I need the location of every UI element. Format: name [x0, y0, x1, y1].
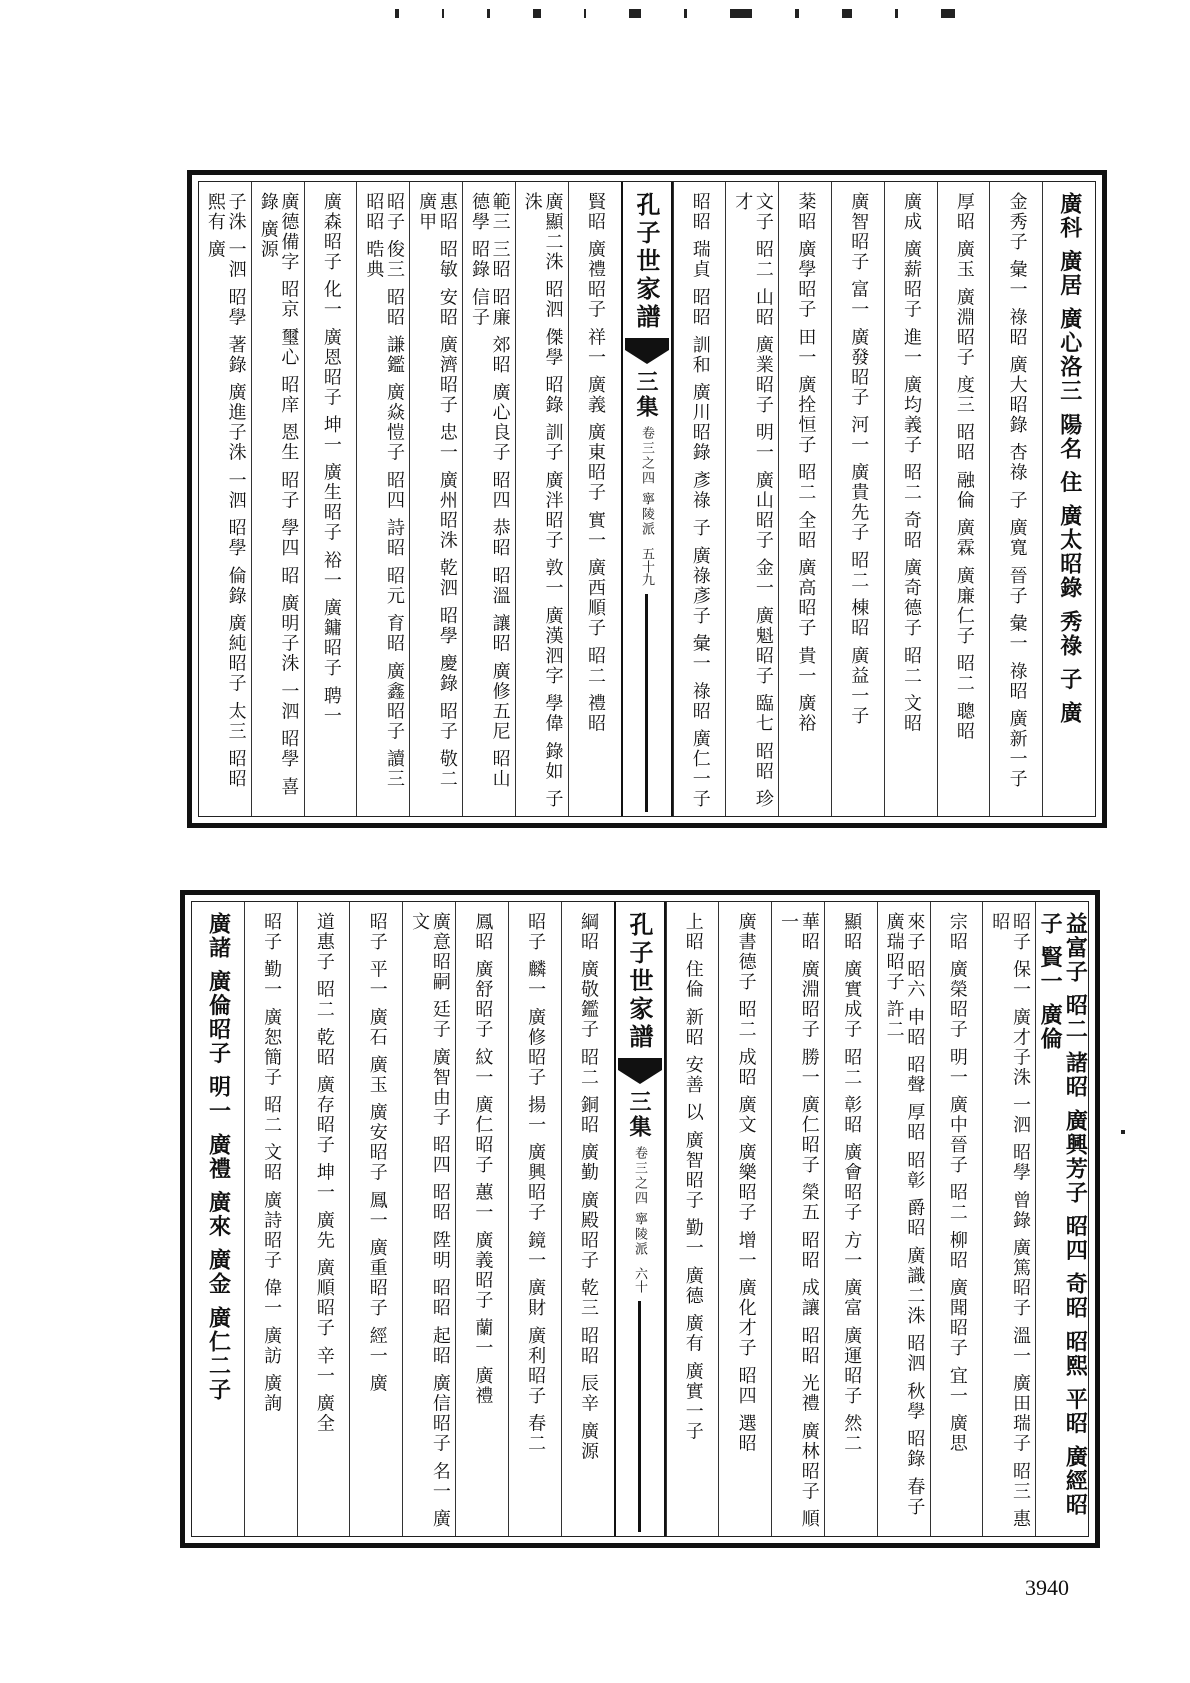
header-mark — [730, 9, 752, 18]
genealogy-column — [349, 902, 402, 1536]
genealogy-column — [982, 902, 1035, 1536]
page-number: 3940 — [1025, 1575, 1069, 1600]
genealogy-entry-text: 賢昭 廣禮昭子 祥一 廣義 廣東昭子 實一 廣西順子 昭二 禮昭 — [584, 192, 606, 734]
folio-number: 五十九 — [639, 547, 654, 587]
genealogy-entry-text: 文子 昭二 山昭 廣業昭子 明一 廣山昭子 金一 廣魁昭子 臨七 昭昭 珍才 — [732, 192, 774, 810]
header-mark — [842, 9, 852, 18]
genealogy-entry-text: 廣意昭嗣 廷子 廣智由子 昭四 昭昭 陞明 昭昭 起昭 廣信昭子 名一 廣文 — [409, 912, 451, 1530]
genealogy-column — [877, 902, 930, 1536]
header-mark — [941, 9, 955, 18]
collection-label: 三集 — [626, 1090, 652, 1140]
genealogy-column — [304, 182, 357, 816]
genealogy-entry-text: 廣科 廣居 廣心洛三 陽名 住 廣太昭錄 秀祿 子 廣 — [1056, 192, 1083, 726]
genealogy-entry-text: 廣諸 廣倫昭子 明一 廣禮 廣來 廣金 廣仁二子 — [205, 912, 232, 1402]
genealogy-column — [778, 182, 831, 816]
bottom-page — [180, 890, 1100, 1548]
genealogy-column — [666, 902, 719, 1536]
genealogy-entry-text: 昭昭 瑞貞 昭昭 訓和 廣川昭錄 彥祿 子 廣祿彥子 彙一 祿昭 廣仁一子 — [689, 192, 711, 810]
folio-number: 六十 — [632, 1267, 647, 1294]
genealogy-column — [199, 182, 251, 816]
genealogy-column — [937, 182, 990, 816]
genealogy-column — [673, 182, 726, 816]
genealogy-column — [244, 902, 297, 1536]
genealogy-entry-text: 廣德備字 昭京 璽心 昭庠 恩生 昭子 學四 昭 廣明子洙 一泗 昭學 喜錄 廣源 — [257, 192, 300, 797]
volume-label: 卷三之四 寧陵派 — [639, 426, 654, 538]
genealogy-column — [462, 182, 515, 816]
genealogy-column — [568, 182, 621, 816]
header-mark — [584, 9, 586, 18]
collection-label: 三集 — [633, 370, 659, 420]
genealogy-column — [561, 902, 614, 1536]
genealogy-entry-text: 宗昭 廣榮昭子 明一 廣中晉子 昭二 柳昭 廣聞昭子 宜一 廣思 — [946, 912, 968, 1454]
genealogy-entry-text: 廣智昭子 富一 廣發昭子 河一 廣貴先子 昭二 棟昭 廣益一子 — [848, 192, 870, 727]
header-mark — [487, 9, 490, 18]
genealogy-entry-text: 昭子 勤一 廣恕簡子 昭二 文昭 廣詩昭子 偉一 廣訪 廣詢 — [261, 912, 283, 1414]
genealogy-entry-text: 益富子 昭二 諸昭 廣興芳子 昭四 奇昭 昭熙 平昭 廣經昭子 賢一 廣倫 — [1037, 912, 1088, 1518]
genealogy-column — [884, 182, 937, 816]
genealogy-column — [831, 182, 884, 816]
center-rule — [638, 1301, 641, 1532]
fish-tail-ornament-icon — [618, 1058, 662, 1084]
genealogy-column — [251, 182, 304, 816]
genealogy-entry-text: 廣森昭子 化一 廣恩昭子 坤一 廣生昭子 裕一 廣鏞昭子 聘一 — [320, 192, 342, 727]
genealogy-column — [297, 902, 350, 1536]
center-rule — [645, 594, 648, 812]
genealogy-column — [515, 182, 568, 816]
genealogy-entry-text: 華昭 廣淵昭子 勝一 廣仁昭子 榮五 昭昭 成讓 昭昭 光禮 廣林昭子 順一 — [778, 912, 820, 1530]
header-mark — [895, 9, 898, 18]
genealogy-column — [402, 902, 455, 1536]
header-mark — [795, 9, 799, 18]
genealogy-entry-text: 子洙 一泗 昭學 著錄 廣進子洙 一泗 昭學 倫錄 廣純昭子 太三 昭昭 熙有 廣 — [204, 192, 247, 790]
genealogy-column — [192, 902, 244, 1536]
genealogy-entry-text: 來子 昭六 申昭 昭聲 厚昭 昭彰 爵昭 廣識二洙 昭泗 秋學 昭錄 春子 廣瑞昭子 許二 — [883, 912, 926, 1517]
genealogy-column — [1035, 902, 1088, 1536]
genealogy-entry-text: 廣成 廣薪昭子 進一 廣均義子 昭二 奇昭 廣奇德子 昭二 文昭 — [901, 192, 922, 734]
genealogy-entry-text: 昭子 麟一 廣修昭子 揚一 廣興昭子 鏡一 廣財 廣利昭子 春二 — [525, 912, 547, 1454]
genealogy-entry-text: 鳳昭 廣舒昭子 紋一 廣仁昭子 蕙一 廣義昭子 蘭一 廣禮 — [472, 912, 494, 1407]
genealogy-column — [718, 902, 771, 1536]
genealogy-column — [989, 182, 1042, 816]
genealogy-column — [1042, 182, 1095, 816]
genealogy-entry-text: 廣顯二洙 昭泗 傑學 昭錄 訓子 廣泮昭子 敦一 廣漢泗字 學偉 錄如 子洙 — [521, 192, 564, 810]
genealogy-entry-text: 廣書德子 昭二 成昭 廣文 廣樂昭子 增一 廣化才子 昭四 選昭 — [735, 912, 757, 1454]
header-mark — [629, 9, 641, 18]
genealogy-entry-text: 厚昭 廣玉 廣淵昭子 度三 昭昭 融倫 廣霖 廣廉仁子 昭二 聰昭 — [953, 192, 975, 742]
header-mark — [533, 9, 541, 18]
top-page — [187, 170, 1107, 828]
genealogy-column — [455, 902, 508, 1536]
genealogy-column — [771, 902, 824, 1536]
header-mark — [442, 9, 444, 18]
header-mark — [684, 9, 687, 18]
genealogy-entry-text: 昭子 保一 廣才子洙 一泗 昭學 曾錄 廣篤昭子 溫一 廣田瑞子 昭三 惠昭 — [989, 912, 1031, 1530]
book-title: 孔子世家譜 — [625, 912, 654, 1052]
genealogy-column — [356, 182, 409, 816]
genealogy-column — [824, 902, 877, 1536]
genealogy-column — [508, 902, 561, 1536]
genealogy-entry-text: 範三 三昭 昭廉 郊昭 廣心良子 昭四 恭昭 昭溫 讓昭 廣修五尼 昭山 德學 昭錄 信子 — [468, 192, 511, 790]
fish-tail-ornament-icon — [625, 338, 669, 364]
volume-label: 卷三之四 寧陵派 — [632, 1146, 647, 1258]
genealogy-entry-text: 顯昭 廣實成子 昭二 彰昭 廣會昭子 方一 廣富 廣運昭子 然二 — [841, 912, 863, 1454]
header-strip — [395, 6, 955, 20]
genealogy-entry-text: 昭子 俊三 昭昭 謙鑑 廣焱愷子 昭四 詩昭 昭元 育昭 廣鑫昭子 讀三 昭昭 晧典 — [363, 192, 406, 790]
header-mark — [395, 9, 399, 18]
genealogy-column — [930, 902, 983, 1536]
genealogy-entry-text: 道惠子 昭二 乾昭 廣存昭子 坤一 廣先 廣順昭子 辛一 廣全 — [313, 912, 335, 1434]
book-title: 孔子世家譜 — [632, 192, 661, 332]
genealogy-entry-text: 棻昭 廣學昭子 田一 廣拴恒子 昭二 全昭 廣高昭子 貴一 廣裕 — [795, 192, 817, 734]
center-title-column — [614, 902, 666, 1536]
genealogy-column — [409, 182, 462, 816]
genealogy-entry-text: 綱昭 廣敬鑑子 昭二 銅昭 廣勤 廣殿昭子 乾三 昭昭 辰辛 廣源 — [577, 912, 599, 1462]
genealogy-entry-text: 昭子 平一 廣石 廣玉 廣安昭子 鳳一 廣重昭子 經一 廣 — [366, 912, 388, 1394]
genealogy-entry-text: 上昭 住倫 新昭 安善 以 廣智昭子 勤一 廣德 廣有 廣實一子 — [682, 912, 704, 1442]
genealogy-column — [725, 182, 778, 816]
center-title-column — [621, 182, 673, 816]
top-page-columns — [198, 181, 1096, 817]
genealogy-entry-text: 金秀子 彙一 祿昭 廣大昭錄 杏祿 子 廣寬 晉子 彙一 祿昭 廣新一子 — [1006, 192, 1028, 790]
scan-mark — [1121, 1130, 1125, 1134]
bottom-page-columns — [191, 901, 1089, 1537]
genealogy-entry-text: 惠昭 昭敏 安昭 廣濟昭子 忠一 廣州昭洙 乾泗 昭學 慶錄 昭子 敬二 廣甲 — [416, 192, 458, 790]
